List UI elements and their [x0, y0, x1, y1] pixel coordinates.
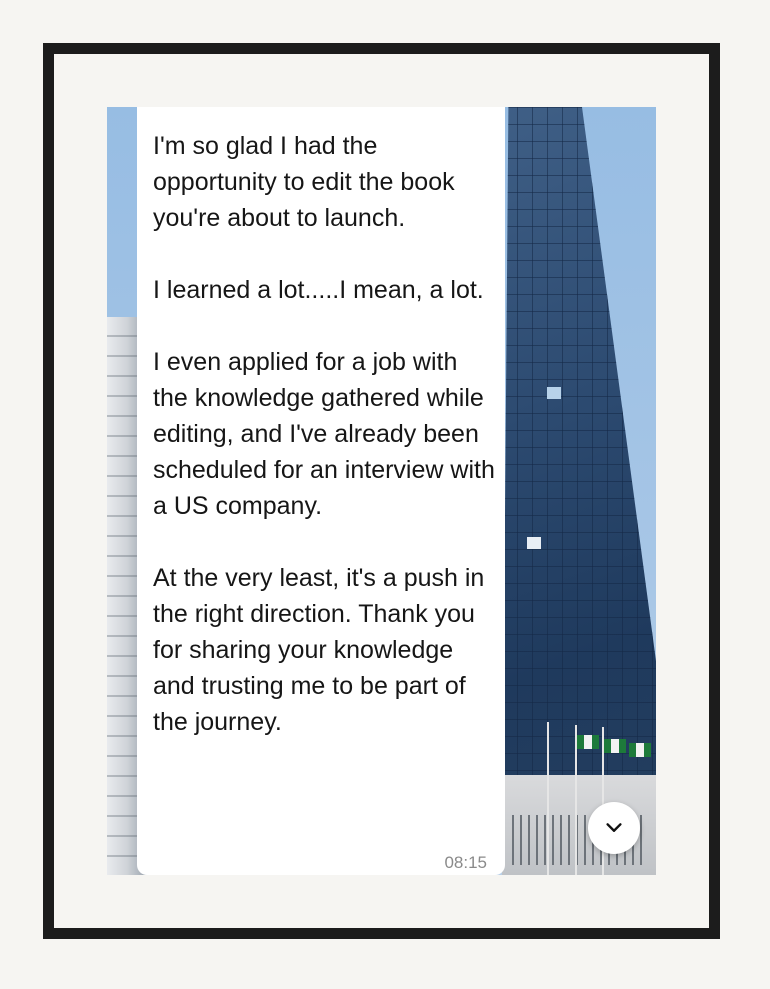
- chat-screenshot: [107, 107, 656, 875]
- wallpaper-flag: [629, 743, 651, 757]
- scroll-to-bottom-button[interactable]: [588, 802, 640, 854]
- wallpaper-flag: [577, 735, 599, 749]
- message-bubble[interactable]: [137, 107, 505, 875]
- message-text: [153, 128, 502, 740]
- wallpaper-window: [547, 387, 561, 399]
- wallpaper-window: [527, 537, 541, 549]
- wallpaper-flag-pole: [547, 722, 549, 875]
- message-paragraph: At the very least, it's a push in the right direction. Thank you for sharing your knowledge and trusting me to be part of the journey.: [153, 564, 492, 736]
- wallpaper-flag: [604, 739, 626, 753]
- message-paragraph: I learned a lot.....I mean, a lot.: [153, 276, 484, 304]
- message-paragraph: I even applied for a job with the knowledge gathered while editing, and I've already been scheduled for an interview with a US company.: [153, 348, 502, 520]
- message-timestamp: 08:15: [444, 853, 487, 872]
- chevron-down-icon: [603, 817, 625, 839]
- message-paragraph: I'm so glad I had the opportunity to edit the book you're about to launch.: [153, 132, 462, 232]
